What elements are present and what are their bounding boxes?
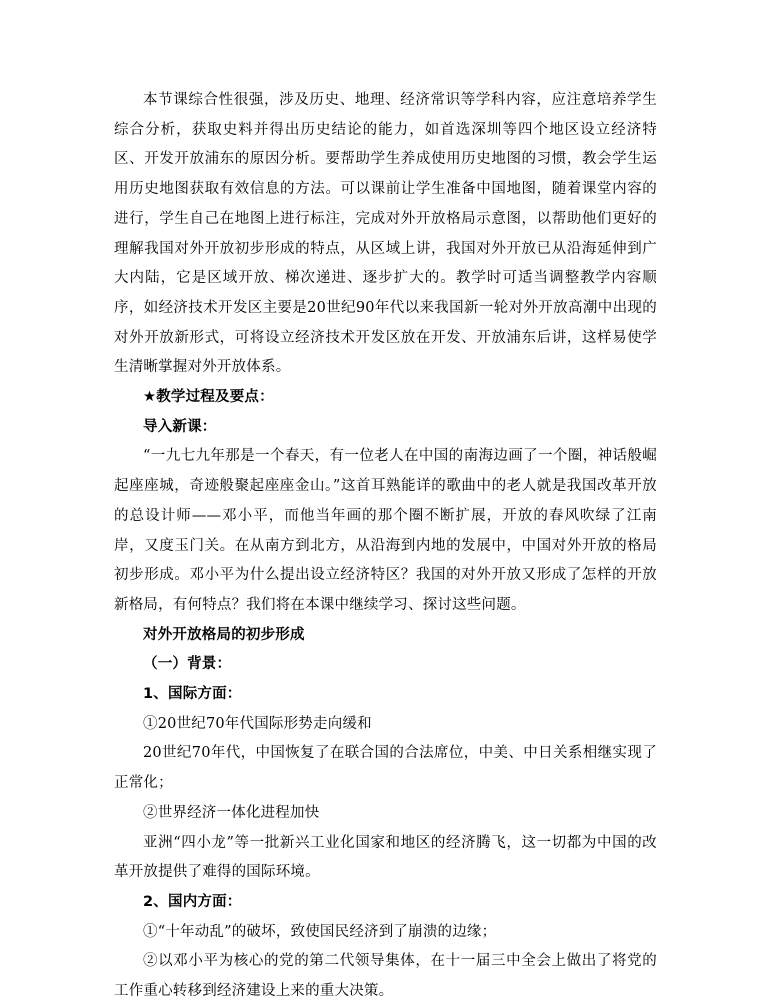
international-point-1-detail: 20世纪70年代，中国恢复了在联合国的合法席位，中美、中日关系相继实现了正常化；	[114, 745, 657, 792]
lesson-intro-paragraph: “一九七九年那是一个春天，有一位老人在中国的南海边画了一个圈，神话般崛起座座城，奇迹般聚起座座金山。”这首耳熟能详的歌曲中的老人就是我国改革开放的总设计师——邓小平，而他当年画的那个圈不断扩展，开放的春风吹绿了江南岸，又度玉门关。在从南方到北方，从沿海到内地的发展中，中国对外开放的格局初步形成。邓小平为什么提出设立经济特区？我国的对外开放又形成了怎样的开放新格局，有何特点？我们将在本课中继续学习、探讨这些问题。	[114, 448, 657, 613]
domestic-point-1: ①“十年动乱”的破坏，致使国民经济到了崩溃的边缘；	[143, 923, 497, 940]
background-heading: （一）背景：	[143, 656, 232, 673]
document-page	[114, 86, 657, 1007]
intro-paragraph: 本节课综合性很强，涉及历史、地理、经济常识等学科内容，应注意培养学生综合分析，获取史料并得出历史结论的能力，如首选深圳等四个地区设立经济特区、开发开放浦东的原因分析。要帮助学生养成使用历史地图的习惯，教会学生运用历史地图获取有效信息的方法。可以课前让学生准备中国地图，随着课堂内容的进行，学生自己在地图上进行标注，完成对外开放格局示意图，以帮助他们更好的理解我国对外开放初步形成的特点，从区域上讲，我国对外开放已从沿海延伸到广大内陆，它是区域开放、梯次递进、逐步扩大的。教学时可适当调整教学内容顺序，如经济技术开发区主要是20世纪90年代以来我国新一轮对外开放高潮中出现的对外开放新形式，可将设立经济技术开发区放在开发、开放浦东后讲，这样易使学生清晰掌握对外开放体系。	[114, 92, 657, 376]
section-title: 对外开放格局的初步形成	[143, 626, 305, 643]
international-point-2-detail: 亚洲“四小龙”等一批新兴工业化国家和地区的经济腾飞，这一切都为中国的改革开放提供了难得的国际环境。	[114, 834, 657, 881]
domestic-point-2: ②以邓小平为核心的党的第二代领导集体，在十一届三中全会上做出了将党的工作重心转移到经济建设上来的重大决策。	[114, 953, 657, 1000]
international-point-2: ②世界经济一体化进程加快	[143, 804, 320, 821]
lesson-intro-heading: 导入新课：	[143, 418, 217, 435]
international-heading: 1、国际方面：	[143, 686, 242, 703]
international-point-1: ①20世纪70年代国际形势走向缓和	[143, 715, 372, 732]
domestic-heading: 2、国内方面：	[143, 893, 242, 910]
teaching-process-heading: ★教学过程及要点：	[143, 389, 274, 406]
